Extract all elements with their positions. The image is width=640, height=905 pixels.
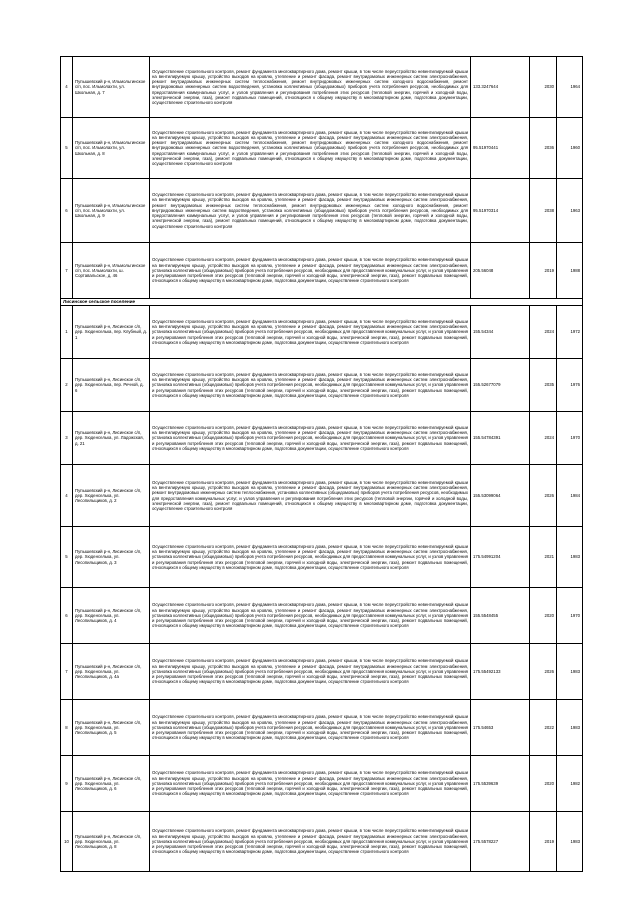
built-year-cell: 1960 xyxy=(557,118,583,179)
built-year-cell: 1970 xyxy=(557,412,583,465)
table-row xyxy=(61,306,583,359)
plan-year-cell: 2024 xyxy=(530,306,557,359)
plan-year-cell: 2022 xyxy=(530,700,557,756)
row-number-cell: 5 xyxy=(61,527,73,588)
address-cell: Пупышевский р-н, Ильмольгинское с/п, пос. Ильмолахти, ул. Школьная, д. 7 xyxy=(73,57,150,118)
row-number-cell: 2 xyxy=(61,359,73,412)
row-number-cell: 7 xyxy=(61,243,73,299)
works-description-cell: Осуществление строительного контроля, ремонт фундамента многоквартирного дома, ремонт крыши, в том числе переустройство невентилируемой крыши на вентилируемую крышу, устройство выходов на кровлю, утепление и ремонт фасада, ремонт внутридомовых инженерных систем электроснабжения, установка коллективных (общедомовых) приборов учета потребления ресурсов, необходимых для предоставления коммунальных услуг, и узлов управления и регулирования потребления этих ресурсов (тепловой энергии, горячей и холодной воды, электрической энергии, газа), ремонт подвальных помещений, относящихся к общему имуществу в многоквартирном доме, подготовка документации, осуществление строительного контроля xyxy=(150,359,471,412)
works-description-cell: Осуществление строительного контроля, ремонт фундамента многоквартирного дома, ремонт крыши, в том числе переустройство невентилируемой крыши на вентилируемую крышу, устройство выходов на кровлю, утепление и ремонт фасада, ремонт внутридомовых инженерных систем электроснабжения, установка коллективных (общедомовых) приборов учета потребления ресурсов, необходимых для предоставления коммунальных услуг, и узлов управления и регулирования потребления этих ресурсов (тепловой энергии, горячей и холодной воды, электрической энергии, газа), ремонт подвальных помещений, относящихся к общему имуществу в многоквартирном доме, подготовка документации, осуществление строительного контроля xyxy=(150,588,471,644)
table-body-before xyxy=(61,57,583,299)
row-number-cell: 5 xyxy=(61,118,73,179)
address-cell: Пупышевский р-н, Лисинское с/п, дер. Хюденселька, ул. Лесопильщиков, д. 2 xyxy=(73,465,150,527)
section-title: Лисинское сельское поселение xyxy=(61,299,583,306)
table-row xyxy=(61,812,583,872)
works-description-cell: Осуществление строительного контроля, ремонт фундамента многоквартирного дома, ремонт крыши, в том числе переустройство невентилируемой крыши на вентилируемую крышу, устройство выходов на кровлю, утепление и ремонт фасада, ремонт внутридомовых инженерных систем электроснабжения, установка коллективных (общедомовых) приборов учета потребления ресурсов, необходимых для предоставления коммунальных услуг, и узлов управления и регулирования потребления этих ресурсов (тепловой энергии, горячей и холодной воды, электрической энергии, газа), ремонт подвальных помещений, относящихся к общему имуществу в многоквартирном доме, подготовка документации, осуществление строительного контроля xyxy=(150,644,471,700)
address-cell: Пупышевский р-н, Лисинское с/п, дер. Хюденселька, ул. Лесопильщиков, д. 8 xyxy=(73,812,150,872)
cost-cell: 175.54653 xyxy=(471,700,530,756)
built-year-cell: 1970 xyxy=(557,588,583,644)
cost-cell: 95.51970314 xyxy=(471,179,530,243)
row-number-cell: 3 xyxy=(61,412,73,465)
plan-year-cell: 2026 xyxy=(530,465,557,527)
cost-cell: 175.5578227 xyxy=(471,812,530,872)
table-row xyxy=(61,243,583,299)
plan-year-cell: 2036 xyxy=(530,118,557,179)
works-description-cell: Осуществление строительного контроля, ремонт фундамента многоквартирного дома, ремонт крыши, в том числе переустройство невентилируемой крыши на вентилируемую крышу, устройство выходов на кровлю, утепление и ремонт фасада, ремонт внутридомовых инженерных систем электроснабжения, установка коллективных (общедомовых) приборов учета потребления ресурсов, необходимых для предоставления коммунальных услуг, и узлов управления и регулирования потребления этих ресурсов (тепловой энергии, горячей и холодной воды, электрической энергии, газа), ремонт подвальных помещений, относящихся к общему имуществу в многоквартирном доме, подготовка документации, осуществление строительного контроля xyxy=(150,306,471,359)
table-row xyxy=(61,179,583,243)
plan-year-cell: 2020 xyxy=(530,588,557,644)
built-year-cell: 1983 xyxy=(557,644,583,700)
document-page xyxy=(60,56,582,872)
table-row xyxy=(61,527,583,588)
table-row xyxy=(61,644,583,700)
built-year-cell: 1984 xyxy=(557,465,583,527)
plan-year-cell: 2019 xyxy=(530,812,557,872)
address-cell: Пупышевский р-н, Лисинское с/п, дер. Хюденселька, пер. Клубный, д. 1 xyxy=(73,306,150,359)
table-row xyxy=(61,756,583,812)
works-description-cell: Осуществление строительного контроля, ремонт фундамента многоквартирного дома, ремонт крыши, в том числе переустройство невентилируемой крыши на вентилируемую крышу, устройство выходов на кровлю, утепление и ремонт фасада, ремонт внутридомовых инженерных систем электроснабжения, установка коллективных (общедомовых) приборов учета потребления ресурсов, необходимых для предоставления коммунальных услуг, и узлов управления и регулирования потребления этих ресурсов (тепловой энергии, горячей и холодной воды, электрической энергии, газа), ремонт подвальных помещений, относящихся к общему имуществу в многоквартирном доме, подготовка документации, осуществление строительного контроля xyxy=(150,812,471,872)
address-cell: Пупышевский р-н, Ильмольгинское с/п, пос. Ильмолахти, ул. Школьная, д. 9 xyxy=(73,179,150,243)
row-number-cell: 9 xyxy=(61,756,73,812)
plan-year-cell: 2019 xyxy=(530,243,557,299)
section-header-body xyxy=(61,299,583,306)
cost-cell: 205.56048 xyxy=(471,243,530,299)
address-cell: Пупышевский р-н, Лисинское с/п, дер. Хюденселька, ул. Ладожская, д. 21 xyxy=(73,412,150,465)
table-row xyxy=(61,118,583,179)
address-cell: Пупышевский р-н, Лисинское с/п, дер. Хюденселька, ул. Лесопильщиков, д. 5 xyxy=(73,700,150,756)
cost-cell: 133.3247644 xyxy=(471,57,530,118)
plan-year-cell: 2020 xyxy=(530,756,557,812)
row-number-cell: 10 xyxy=(61,812,73,872)
row-number-cell: 7 xyxy=(61,644,73,700)
built-year-cell: 1983 xyxy=(557,527,583,588)
row-number-cell: 6 xyxy=(61,588,73,644)
built-year-cell: 1964 xyxy=(557,57,583,118)
section-row xyxy=(61,299,583,306)
cost-cell: 175.54991204 xyxy=(471,527,530,588)
built-year-cell: 1963 xyxy=(557,179,583,243)
cost-cell: 175.55492133 xyxy=(471,644,530,700)
row-number-cell: 6 xyxy=(61,179,73,243)
works-description-cell: Осуществление строительного контроля, ремонт фундамента многоквартирного дома, ремонт крыши, в том числе переустройство невентилируемой крыши на вентилируемую крышу, устройство выходов на кровлю, утепление и ремонт фасада, ремонт внутридомовых инженерных систем электроснабжения, установка коллективных (общедомовых) приборов учета потребления ресурсов, необходимых для предоставления коммунальных услуг, и узлов управления и регулирования потребления этих ресурсов (тепловой энергии, горячей и холодной воды, электрической энергии, газа), ремонт подвальных помещений, относящихся к общему имуществу в многоквартирном доме, подготовка документации, осуществление строительного контроля xyxy=(150,700,471,756)
plan-year-cell: 2026 xyxy=(530,644,557,700)
cost-cell: 155.54784391 xyxy=(471,412,530,465)
table-row xyxy=(61,412,583,465)
built-year-cell: 1988 xyxy=(557,243,583,299)
cost-cell: 155.53099064 xyxy=(471,465,530,527)
works-description-cell: Осуществление строительного контроля, ремонт фундамента многоквартирного дома, ремонт крыши, в том числе переустройство невентилируемой крыши на вентилируемую крышу, устройство выходов на кровлю, утепление и ремонт фасада, ремонт внутридомовых инженерных систем электроснабжения, ремонт внутридомовых инженерных систем теплоснабжения, ремонт внутридомовых инженерных систем холодного водоснабжения, ремонт внутридомовых инженерных систем водоотведения, установка коллективных (общедомовых) приборов учета потребления ресурсов, необходимых для предоставления коммунальных услуг, и узлов управления и регулирования потребления этих ресурсов (тепловой энергии, горячей и холодной воды, электрической энергии, газа), ремонт подвальных помещений, относящихся к общему имуществу в многоквартирном доме, подготовка документации, осуществление строительного контроля xyxy=(150,118,471,179)
plan-year-cell: 2024 xyxy=(530,412,557,465)
works-description-cell: Осуществление строительного контроля, ремонт фундамента многоквартирного дома, ремонт крыши, в том числе переустройство невентилируемой крыши на вентилируемую крышу, устройство выходов на кровлю, утепление и ремонт фасада, ремонт внутридомовых инженерных систем электроснабжения, ремонт внутридомовых инженерных систем теплоснабжения, установка коллективных (общедомовых) приборов учета потребления ресурсов, необходимых для предоставления коммунальных услуг, и узлов управления и регулирования потребления этих ресурсов (тепловой энергии, горячей и холодной воды, электрической энергии, газа), ремонт подвальных помещений, относящихся к общему имуществу в многоквартирном доме, подготовка документации, осуществление строительного контроля xyxy=(150,465,471,527)
works-description-cell: Осуществление строительного контроля, ремонт фундамента многоквартирного дома, ремонт крыши, в том числе переустройство невентилируемой крыши на вентилируемую крышу, устройство выходов на кровлю, утепление и ремонт фасада, ремонт внутридомовых инженерных систем электроснабжения, установка коллективных (общедомовых) приборов учета потребления ресурсов, необходимых для предоставления коммунальных услуг, и узлов управления и регулирования потребления этих ресурсов (тепловой энергии, горячей и холодной воды, электрической энергии, газа), ремонт подвальных помещений, относящихся к общему имуществу в многоквартирном доме, подготовка документации, осуществление строительного контроля xyxy=(150,756,471,812)
address-cell: Пупышевский р-н, Лисинское с/п, дер. Хюденселька, ул. Лесопильщиков, д. 4 xyxy=(73,588,150,644)
cost-cell: 155.52677079 xyxy=(471,359,530,412)
address-cell: Пупышевский р-н, Ильмольгинское с/п, пос. Ильмолахти, ул. Школьная, д. 8 xyxy=(73,118,150,179)
built-year-cell: 1982 xyxy=(557,756,583,812)
table-row xyxy=(61,57,583,118)
plan-year-cell: 2035 xyxy=(530,359,557,412)
works-description-cell: Осуществление строительного контроля, ремонт фундамента многоквартирного дома, ремонт крыши, в том числе переустройство невентилируемой крыши на вентилируемую крышу, устройство выходов на кровлю, утепление и ремонт фасада, ремонт внутридомовых инженерных систем электроснабжения, установка коллективных (общедомовых) приборов учета потребления ресурсов, необходимых для предоставления коммунальных услуг, и узлов управления и регулирования потребления этих ресурсов (тепловой энергии, горячей и холодной воды, электрической энергии, газа), ремонт подвальных помещений, относящихся к общему имуществу в многоквартирном доме, подготовка документации, осуществление строительного контроля xyxy=(150,243,471,299)
table-row xyxy=(61,588,583,644)
cost-cell: 95.51970441 xyxy=(471,118,530,179)
built-year-cell: 1983 xyxy=(557,812,583,872)
address-cell: Пупышевский р-н, Лисинское с/п, дер. Хюденселька, ул. Лесопильщиков, д. 3 xyxy=(73,527,150,588)
cost-cell: 155.54344 xyxy=(471,306,530,359)
capital-repair-table xyxy=(60,56,583,872)
works-description-cell: Осуществление строительного контроля, ремонт фундамента многоквартирного дома, ремонт крыши, в том числе переустройство невентилируемой крыши на вентилируемую крышу, устройство выходов на кровлю, утепление и ремонт фасада, ремонт внутридомовых инженерных систем электроснабжения, установка коллективных (общедомовых) приборов учета потребления ресурсов, необходимых для предоставления коммунальных услуг, и узлов управления и регулирования потребления этих ресурсов (тепловой энергии, горячей и холодной воды, электрической энергии, газа), ремонт подвальных помещений, относящихся к общему имуществу в многоквартирном доме, подготовка документации, осуществление строительного контроля xyxy=(150,412,471,465)
table-body-after xyxy=(61,306,583,872)
row-number-cell: 4 xyxy=(61,465,73,527)
cost-cell: 175.5539639 xyxy=(471,756,530,812)
table-row xyxy=(61,465,583,527)
built-year-cell: 1972 xyxy=(557,306,583,359)
works-description-cell: Осуществление строительного контроля, ремонт фундамента многоквартирного дома, ремонт крыши, в том числе переустройство невентилируемой крыши на вентилируемую крышу, устройство выходов на кровлю, утепление и ремонт фасада, ремонт внутридомовых инженерных систем электроснабжения, ремонт внутридомовых инженерных систем теплоснабжения, ремонт внутридомовых инженерных систем холодного водоснабжения, ремонт внутридомовых инженерных систем водоотведения, установка коллективных (общедомовых) приборов учета потребления ресурсов, необходимых для предоставления коммунальных услуг, и узлов управления и регулирования потребления этих ресурсов (тепловой энергии, горячей и холодной воды, электрической энергии, газа), ремонт подвальных помещений, относящихся к общему имуществу в многоквартирном доме, подготовка документации, осуществление строительного контроля xyxy=(150,57,471,118)
address-cell: Пупышевский р-н, Ильмольгинское с/п, пос. Ильмолахти, ш. Сортавальское, д. 46 xyxy=(73,243,150,299)
plan-year-cell: 2021 xyxy=(530,527,557,588)
table-row xyxy=(61,700,583,756)
built-year-cell: 1983 xyxy=(557,700,583,756)
address-cell: Пупышевский р-н, Лисинское с/п, дер. Хюденселька, ул. Лесопильщиков, д. 4а xyxy=(73,644,150,700)
row-number-cell: 1 xyxy=(61,306,73,359)
built-year-cell: 1976 xyxy=(557,359,583,412)
works-description-cell: Осуществление строительного контроля, ремонт фундамента многоквартирного дома, ремонт крыши, в том числе переустройство невентилируемой крыши на вентилируемую крышу, устройство выходов на кровлю, утепление и ремонт фасада, ремонт внутридомовых инженерных систем электроснабжения, установка коллективных (общедомовых) приборов учета потребления ресурсов, необходимых для предоставления коммунальных услуг, и узлов управления и регулирования потребления этих ресурсов (тепловой энергии, горячей и холодной воды, электрической энергии, газа), ремонт подвальных помещений, относящихся к общему имуществу в многоквартирном доме, подготовка документации, осуществление строительного контроля xyxy=(150,527,471,588)
plan-year-cell: 2030 xyxy=(530,57,557,118)
address-cell: Пупышевский р-н, Лисинское с/п, дер. Хюденселька, ул. Лесопильщиков, д. 6 xyxy=(73,756,150,812)
works-description-cell: Осуществление строительного контроля, ремонт фундамента многоквартирного дома, ремонт крыши, в том числе переустройство невентилируемой крыши на вентилируемую крышу, устройство выходов на кровлю, утепление и ремонт фасада, ремонт внутридомовых инженерных систем электроснабжения, ремонт внутридомовых инженерных систем теплоснабжения, ремонт внутридомовых инженерных систем холодного водоснабжения, ремонт внутридомовых инженерных систем водоотведения, установка коллективных (общедомовых) приборов учета потребления ресурсов, необходимых для предоставления коммунальных услуг, и узлов управления и регулирования потребления этих ресурсов (тепловой энергии, горячей и холодной воды, электрической энергии, газа), ремонт подвальных помещений, относящихся к общему имуществу в многоквартирном доме, подготовка документации, осуществление строительного контроля xyxy=(150,179,471,243)
plan-year-cell: 2038 xyxy=(530,179,557,243)
table-row xyxy=(61,359,583,412)
cost-cell: 155.5548455 xyxy=(471,588,530,644)
row-number-cell: 4 xyxy=(61,57,73,118)
row-number-cell: 8 xyxy=(61,700,73,756)
address-cell: Пупышевский р-н, Лисинское с/п, дер. Хюденселька, пер. Речной, д. 6 xyxy=(73,359,150,412)
